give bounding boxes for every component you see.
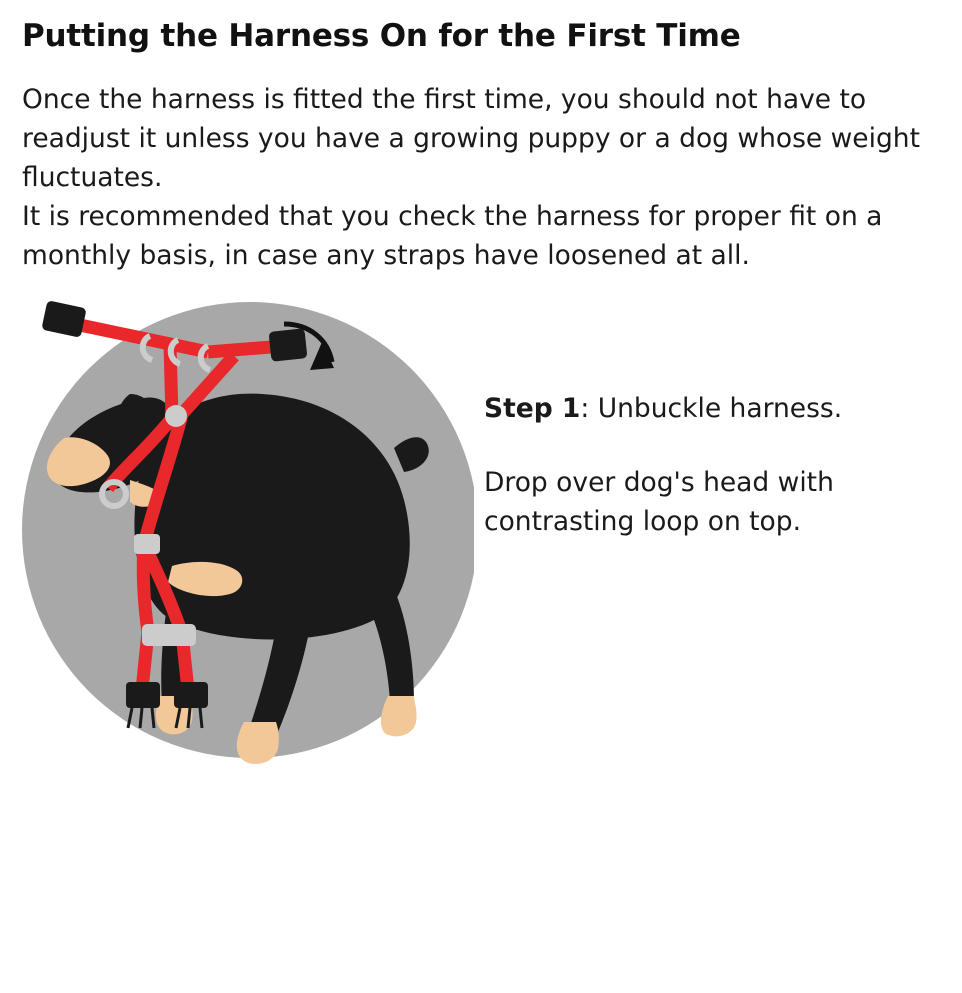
paragraph-1 xyxy=(22,81,940,198)
harness-slider-belly xyxy=(142,624,196,646)
intro-text-block xyxy=(22,81,940,276)
step-instruction: Drop over dog's head with contrasting loop on top. xyxy=(484,467,834,537)
harness-buckle-top-right xyxy=(269,328,308,362)
dog-paw-rear-near xyxy=(237,722,279,764)
step-label: Step 1 xyxy=(484,392,581,424)
step-text: : Unbuckle harness. xyxy=(580,392,843,424)
paragraph-2 xyxy=(22,198,940,276)
dog-eye xyxy=(104,440,112,448)
figure-caption xyxy=(474,298,940,541)
harness-slider-mid xyxy=(134,534,160,554)
harness-slider-chest xyxy=(165,405,187,427)
paragraph-1-text: Once the harness is fitted the first time, you should not have to readjust it unless you have a growing puppy or a dog whose weight fluctuates. xyxy=(22,84,920,194)
dog-paw-rear-far xyxy=(381,696,417,736)
harness-buckle-top-left xyxy=(41,300,86,338)
figure-with-caption xyxy=(22,298,940,798)
harness-buckle-bottom-left xyxy=(126,682,160,708)
page-title: Putting the Harness On for the First Time xyxy=(22,18,741,54)
harness-buckle-bottom-right xyxy=(174,682,208,708)
paragraph-2-text: It is recommended that you check the harness for proper fit on a monthly basis, in case any straps have loosened at all. xyxy=(22,201,883,271)
step-line xyxy=(484,390,940,428)
dog-harness-illustration xyxy=(22,298,474,798)
